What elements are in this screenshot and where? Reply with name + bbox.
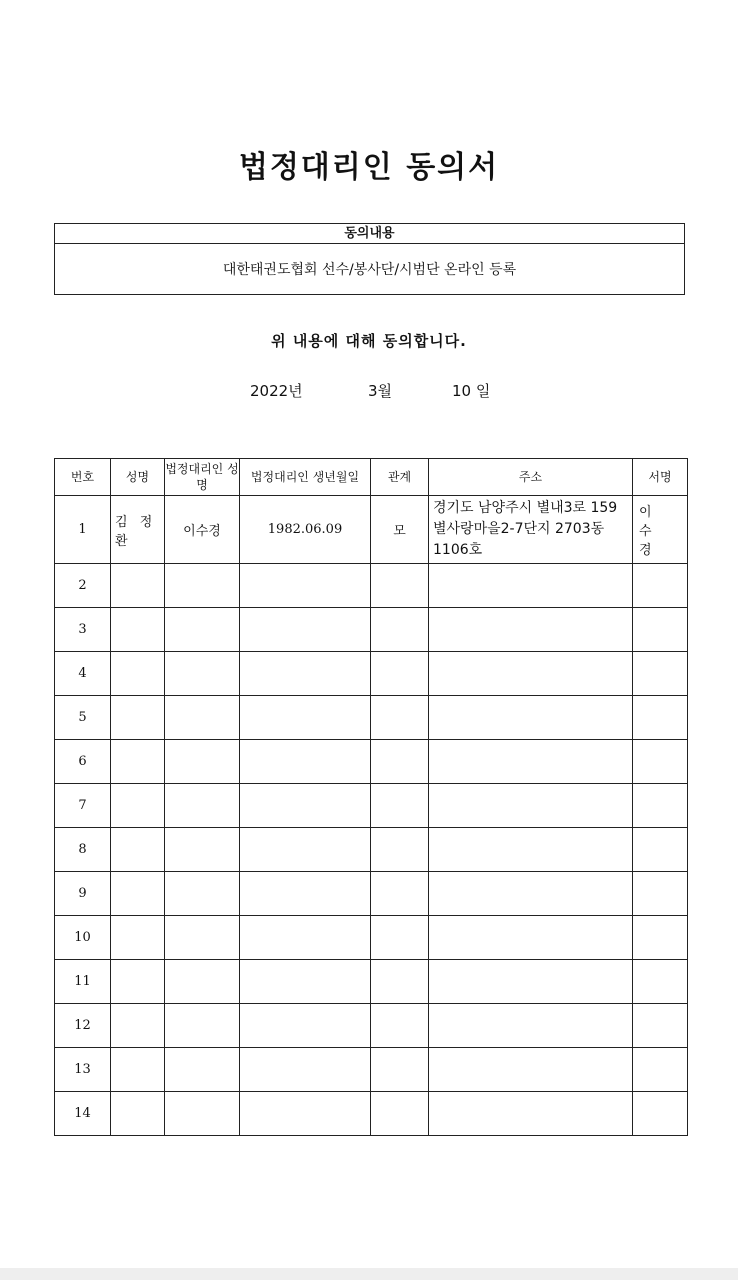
cell-number: 4 (55, 652, 111, 696)
cell-relation (371, 1092, 429, 1136)
cell-address (429, 1004, 633, 1048)
cell-number: 7 (55, 784, 111, 828)
cell-guardian-birth (240, 652, 371, 696)
header-name: 성명 (111, 459, 165, 496)
cell-relation (371, 872, 429, 916)
cell-relation: 모 (371, 496, 429, 564)
cell-name (111, 828, 165, 872)
table-header-row (55, 459, 688, 496)
cell-signature (633, 916, 688, 960)
cell-address (429, 652, 633, 696)
cell-relation (371, 916, 429, 960)
cell-signature (633, 1004, 688, 1048)
cell-signature (633, 872, 688, 916)
cell-address (429, 872, 633, 916)
cell-address (429, 784, 633, 828)
table-row (55, 740, 688, 784)
cell-address (429, 608, 633, 652)
table-row (55, 872, 688, 916)
table-row (55, 916, 688, 960)
cell-guardian-birth (240, 564, 371, 608)
cell-name (111, 1048, 165, 1092)
cell-guardian-name (165, 1004, 240, 1048)
cell-name (111, 1092, 165, 1136)
table-body (55, 496, 688, 1136)
cell-name (111, 696, 165, 740)
cell-guardian-birth (240, 1048, 371, 1092)
cell-guardian-name (165, 960, 240, 1004)
cell-name: 김 정 환 (111, 496, 165, 564)
cell-address: 경기도 남양주시 별내3로 159 별사랑마을2-7단지 2703동 1106호 (429, 496, 633, 564)
header-number: 번호 (55, 459, 111, 496)
cell-number: 12 (55, 1004, 111, 1048)
date-month: 3월 (368, 382, 393, 400)
cell-number: 2 (55, 564, 111, 608)
header-guardian-name: 법정대리인 성명 (165, 459, 240, 496)
cell-name (111, 916, 165, 960)
cell-guardian-name (165, 916, 240, 960)
bottom-bar (0, 1268, 738, 1280)
cell-signature (633, 784, 688, 828)
cell-name (111, 740, 165, 784)
table-row (55, 1048, 688, 1092)
cell-name (111, 784, 165, 828)
cell-signature (633, 828, 688, 872)
consent-text: 대한태권도협회 선수/봉사단/시범단 온라인 등록 (222, 262, 517, 278)
table-row (55, 960, 688, 1004)
header-relation: 관계 (371, 459, 429, 496)
cell-guardian-name (165, 564, 240, 608)
table-row (55, 696, 688, 740)
cell-guardian-birth (240, 916, 371, 960)
cell-address (429, 564, 633, 608)
cell-number: 8 (55, 828, 111, 872)
cell-number: 13 (55, 1048, 111, 1092)
cell-relation (371, 740, 429, 784)
cell-relation (371, 652, 429, 696)
cell-guardian-birth (240, 960, 371, 1004)
cell-relation (371, 960, 429, 1004)
cell-relation (371, 1048, 429, 1092)
cell-number: 10 (55, 916, 111, 960)
page-title: 법정대리인 동의서 (238, 150, 500, 185)
cell-guardian-birth (240, 828, 371, 872)
cell-guardian-name (165, 784, 240, 828)
cell-address (429, 696, 633, 740)
cell-address (429, 1048, 633, 1092)
cell-guardian-name: 이수경 (165, 496, 240, 564)
cell-guardian-name (165, 740, 240, 784)
header-guardian-birth: 법정대리인 생년월일 (240, 459, 371, 496)
cell-guardian-name (165, 828, 240, 872)
cell-address (429, 916, 633, 960)
cell-number: 11 (55, 960, 111, 1004)
cell-name (111, 608, 165, 652)
date-year: 2022년 (250, 382, 303, 400)
cell-guardian-birth (240, 608, 371, 652)
cell-signature (633, 652, 688, 696)
cell-guardian-birth (240, 696, 371, 740)
consent-box (54, 223, 685, 295)
table-row (55, 784, 688, 828)
cell-name (111, 652, 165, 696)
table-row (55, 1004, 688, 1048)
cell-relation (371, 784, 429, 828)
cell-relation (371, 1004, 429, 1048)
cell-guardian-name (165, 872, 240, 916)
table-row (55, 828, 688, 872)
cell-relation (371, 564, 429, 608)
cell-signature (633, 740, 688, 784)
cell-name (111, 960, 165, 1004)
agreement-statement: 위 내용에 대해 동의합니다. (271, 332, 467, 350)
cell-name (111, 1004, 165, 1048)
table-row (55, 652, 688, 696)
cell-guardian-name (165, 608, 240, 652)
cell-signature (633, 608, 688, 652)
cell-signature (633, 960, 688, 1004)
header-signature: 서명 (633, 459, 688, 496)
cell-guardian-name (165, 652, 240, 696)
cell-number: 9 (55, 872, 111, 916)
header-address: 주소 (429, 459, 633, 496)
cell-address (429, 1092, 633, 1136)
registration-table (54, 458, 688, 1136)
cell-number: 1 (55, 496, 111, 564)
cell-number: 5 (55, 696, 111, 740)
cell-signature: 이 수 경 (633, 496, 688, 564)
table-row (55, 1092, 688, 1136)
table-row (55, 564, 688, 608)
table-row (55, 496, 688, 564)
cell-guardian-name (165, 696, 240, 740)
cell-name (111, 872, 165, 916)
cell-address (429, 828, 633, 872)
cell-relation (371, 828, 429, 872)
cell-guardian-birth (240, 1004, 371, 1048)
cell-guardian-birth (240, 740, 371, 784)
cell-relation (371, 608, 429, 652)
cell-address (429, 740, 633, 784)
cell-signature (633, 564, 688, 608)
cell-guardian-name (165, 1048, 240, 1092)
cell-address (429, 960, 633, 1004)
consent-header: 동의내용 (55, 224, 684, 244)
cell-guardian-birth: 1982.06.09 (240, 496, 371, 564)
cell-guardian-birth (240, 872, 371, 916)
cell-guardian-name (165, 1092, 240, 1136)
cell-signature (633, 1092, 688, 1136)
cell-guardian-birth (240, 1092, 371, 1136)
cell-signature (633, 1048, 688, 1092)
cell-number: 3 (55, 608, 111, 652)
date-day: 10 일 (452, 382, 491, 400)
cell-guardian-birth (240, 784, 371, 828)
cell-number: 14 (55, 1092, 111, 1136)
table-row (55, 608, 688, 652)
cell-name (111, 564, 165, 608)
cell-relation (371, 696, 429, 740)
cell-signature (633, 696, 688, 740)
cell-number: 6 (55, 740, 111, 784)
